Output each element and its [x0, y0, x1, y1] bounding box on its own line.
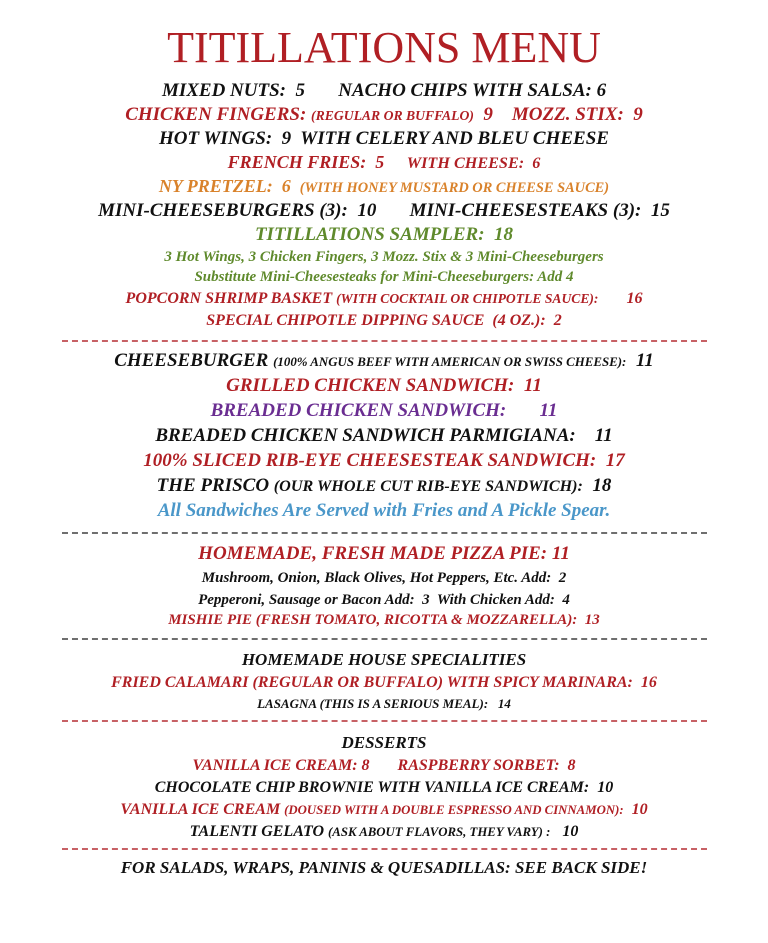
menu-line-pizza-toppings: Mushroom, Onion, Black Olives, Hot Peppers, Etc. Add: 2: [201, 570, 567, 586]
menu-line-sampler-sub: Substitute Mini-Cheesesteaks for Mini-Cheeseburgers: Add 4: [194, 269, 574, 285]
menu-line-pretzel: [0, 176, 768, 197]
item-note: (WITH COCKTAIL OR CHIPOTLE SAUCE):: [336, 291, 599, 306]
menu-line-prisco: [0, 475, 768, 497]
menu-line-nuts-nachos: MIXED NUTS: 5 NACHO CHIPS WITH SALSA: 6: [161, 80, 607, 101]
item-note: (DOUSED WITH A DOUBLE ESPRESSO AND CINNAMON):: [284, 803, 624, 817]
menu-line-cheeseburger: [0, 350, 768, 372]
section-divider: [62, 638, 707, 640]
item-note: (ASK ABOUT FLAVORS, THEY VARY) :: [328, 825, 551, 839]
menu-line-minis: MINI-CHEESEBURGERS (3): 10 MINI-CHEESESTEAKS (3): 15: [98, 200, 670, 221]
item-note: (OUR WHOLE CUT RIB-EYE SANDWICH):: [273, 478, 583, 495]
item-text: 9 MOZZ. STIX: 9: [473, 104, 643, 125]
item-note: (100% ANGUS BEEF WITH AMERICAN OR SWISS CHEESE):: [273, 354, 627, 369]
item-text: POPCORN SHRIMP BASKET: [125, 290, 337, 307]
menu-line-pizza-meats: Pepperoni, Sausage or Bacon Add: 3 With Chicken Add: 4: [198, 592, 570, 608]
item-text: 10: [550, 823, 579, 840]
menu-line-brownie: CHOCOLATE CHIP BROWNIE WITH VANILLA ICE CREAM: 10: [154, 779, 614, 796]
item-text: NY PRETZEL: 6: [158, 176, 300, 196]
section-divider: [62, 720, 707, 722]
menu-line-lasagna: LASAGNA (THIS IS A SERIOUS MEAL): 14: [257, 696, 511, 711]
menu-line-icecream-sorbet: VANILLA ICE CREAM: 8 RASPBERRY SORBET: 8: [192, 757, 576, 774]
menu-line-fingers-mozz: [0, 104, 768, 126]
menu-line-cheesesteak: 100% SLICED RIB-EYE CHEESESTEAK SANDWICH: 17: [143, 450, 625, 471]
menu-line-chicken-parm: BREADED CHICKEN SANDWICH PARMIGIANA: 11: [155, 425, 613, 446]
section-divider: [62, 848, 707, 850]
menu-line-sampler-desc: 3 Hot Wings, 3 Chicken Fingers, 3 Mozz. Stix & 3 Mini-Cheeseburgers: [164, 249, 604, 265]
item-text: 11: [626, 350, 654, 371]
menu-line-sandwich-note: All Sandwiches Are Served with Fries and A Pickle Spear.: [157, 500, 611, 521]
item-text: 16: [598, 290, 643, 307]
section-title-specialities: HOMEMADE HOUSE SPECIALITIES: [241, 650, 527, 669]
section-divider: [62, 340, 707, 342]
menu-line-chipotle-sauce: SPECIAL CHIPOTLE DIPPING SAUCE (4 OZ.): 2: [206, 312, 562, 329]
footer-note: FOR SALADS, WRAPS, PANINIS & QUESADILLAS: SEE BACK SIDE!: [120, 858, 648, 877]
item-text: CHICKEN FINGERS:: [125, 104, 312, 125]
section-divider: [62, 532, 707, 534]
item-text: VANILLA ICE CREAM: [120, 801, 285, 818]
menu-line-gelato: [0, 823, 768, 841]
menu-line-calamari: FRIED CALAMARI (REGULAR OR BUFFALO) WITH SPICY MARINARA: 16: [111, 674, 657, 691]
item-text: CHEESEBURGER: [114, 350, 274, 371]
menu-line-pizza: HOMEMADE, FRESH MADE PIZZA PIE: 11: [198, 543, 570, 564]
item-text: FRENCH FRIES: 5: [227, 152, 407, 172]
menu-line-fries: [0, 152, 768, 173]
item-text: THE PRISCO: [156, 475, 274, 496]
section-title-desserts: DESSERTS: [341, 733, 427, 752]
item-text: 10: [623, 801, 648, 818]
menu-line-grilled-chicken: GRILLED CHICKEN SANDWICH: 11: [226, 375, 542, 396]
menu-line-mishie-pie: MISHIE PIE (FRESH TOMATO, RICOTTA & MOZZARELLA): 13: [168, 612, 600, 628]
menu-line-breaded-chicken: BREADED CHICKEN SANDWICH: 11: [210, 400, 558, 421]
item-text: TALENTI GELATO: [189, 823, 329, 840]
item-note: (REGULAR OR BUFFALO): [311, 108, 474, 123]
item-text: 18: [582, 475, 612, 496]
menu-line-affogato: [0, 801, 768, 819]
menu-title: TITILLATIONS MENU: [167, 23, 601, 72]
menu-line-hot-wings: HOT WINGS: 9 WITH CELERY AND BLEU CHEESE: [159, 128, 609, 149]
item-note: (WITH HONEY MUSTARD OR CHEESE SAUCE): [299, 180, 610, 196]
menu-line-popcorn-shrimp: [0, 290, 768, 308]
item-note: WITH CHEESE: 6: [406, 154, 541, 172]
menu-line-sampler: TITILLATIONS SAMPLER: 18: [254, 224, 514, 245]
